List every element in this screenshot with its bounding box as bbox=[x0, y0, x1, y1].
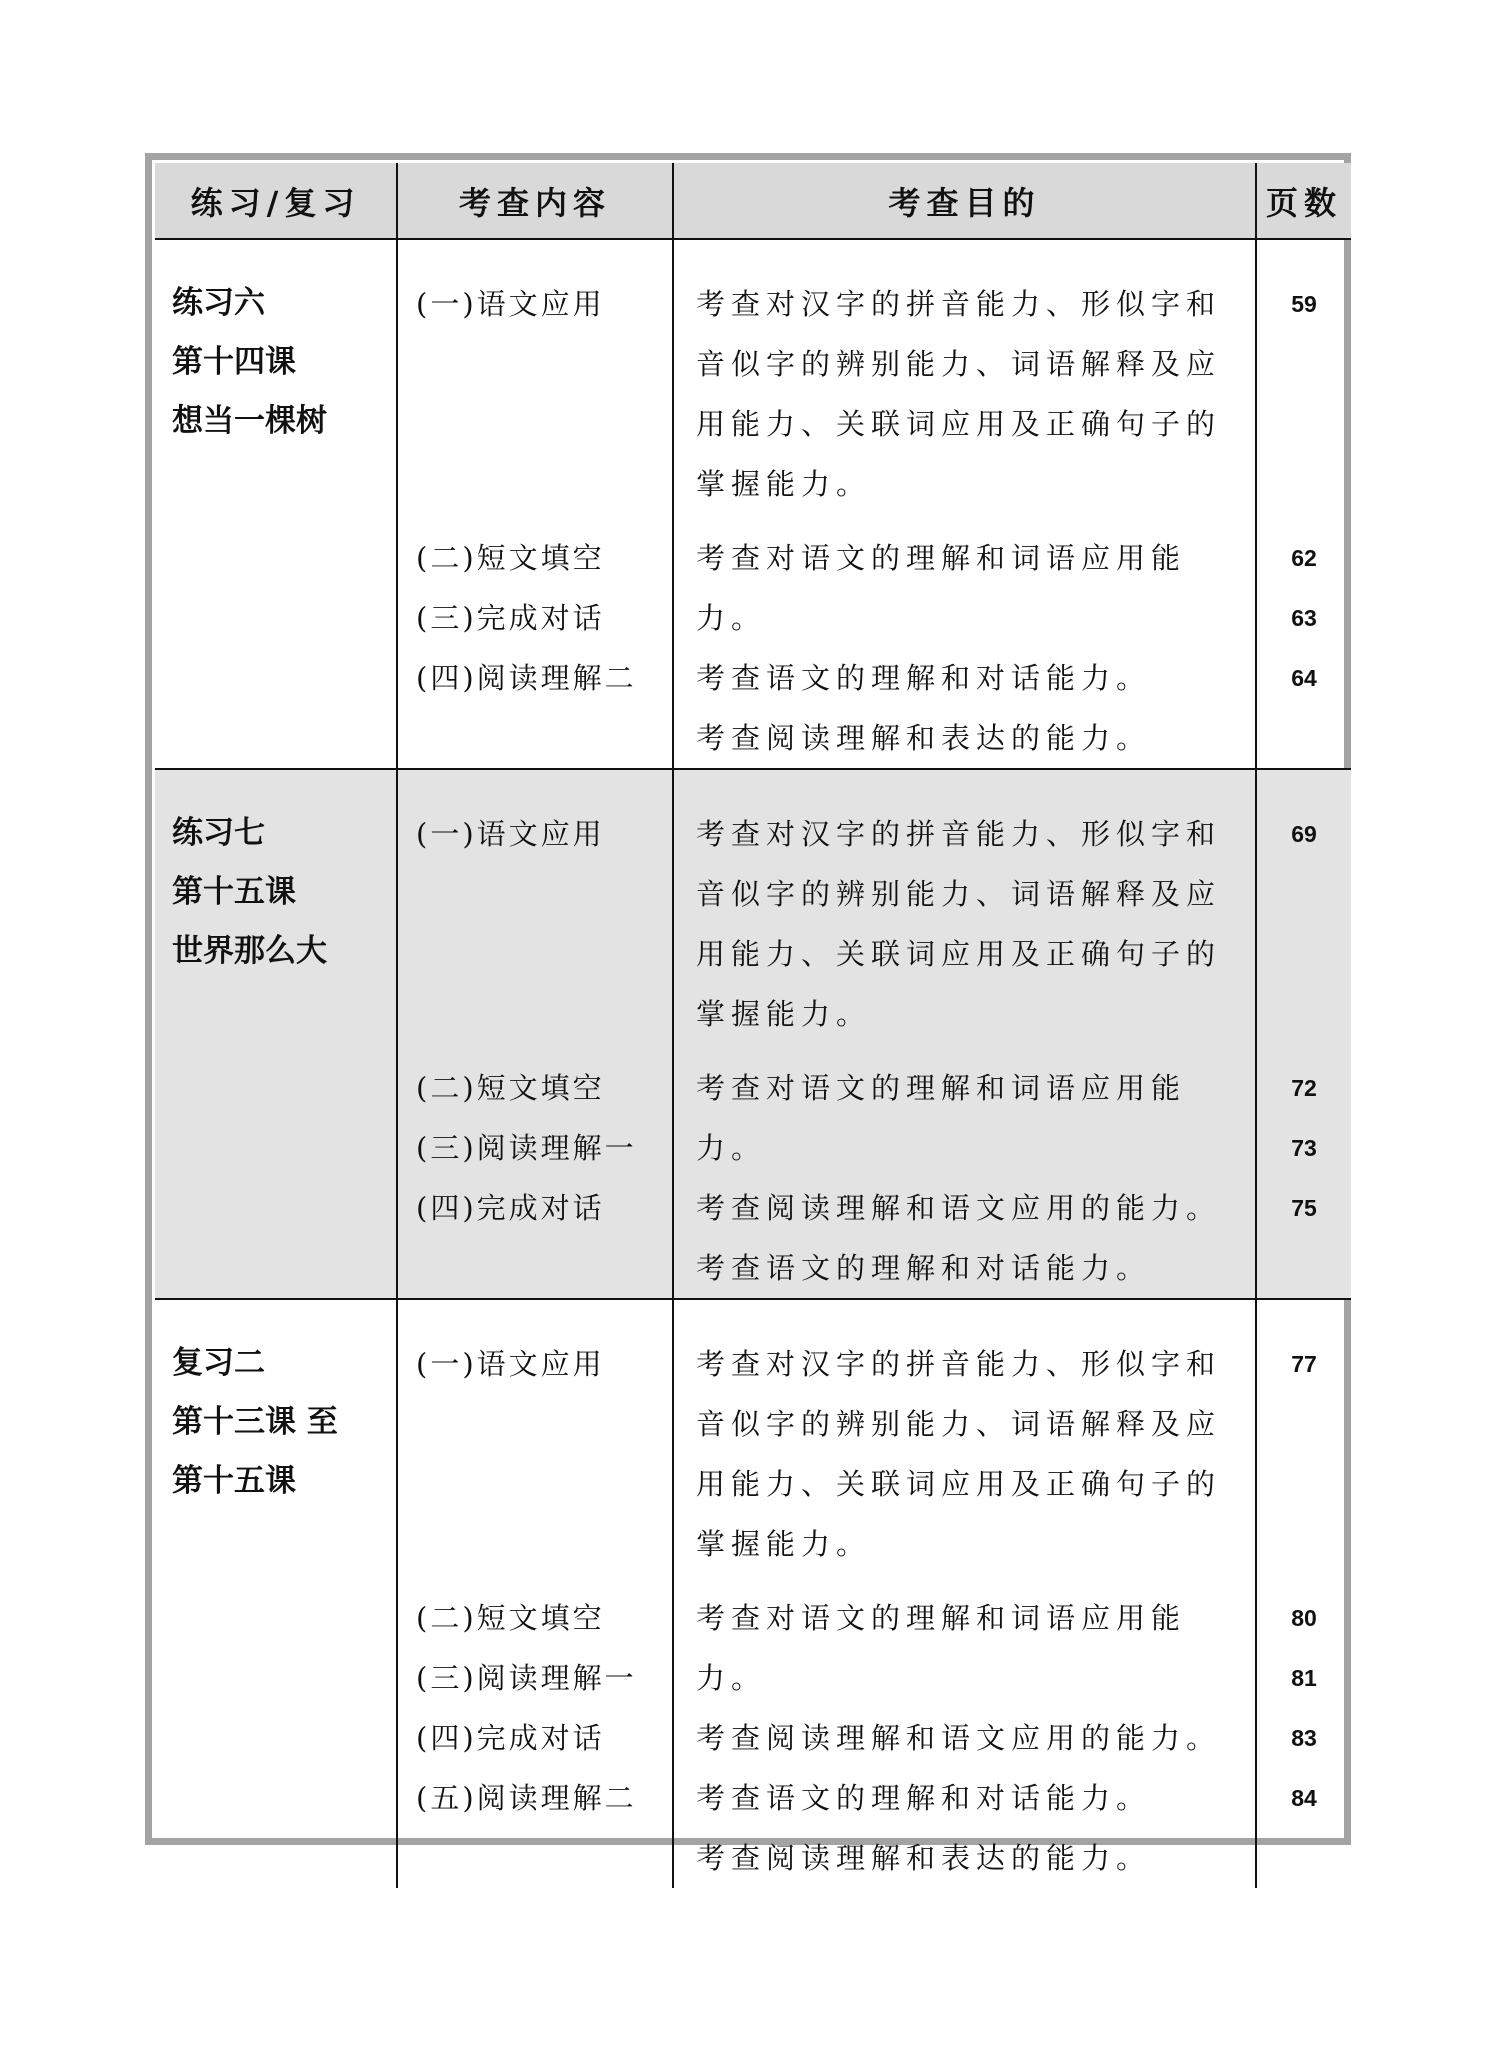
content-list bbox=[397, 239, 673, 769]
purpose-line: 用能力、关联词应用及正确句子的 bbox=[696, 1467, 1222, 1501]
section-title-line: 复习二 bbox=[172, 1345, 265, 1381]
purpose-line: 考查对汉字的拼音能力、形似字和 bbox=[696, 817, 1222, 851]
purpose-text: 考查语文的理解和对话能力。 bbox=[696, 661, 1152, 695]
page-number: 73 bbox=[1291, 1135, 1317, 1161]
purpose-line: 音似字的辨别能力、词语解释及应 bbox=[696, 877, 1222, 911]
purpose-text bbox=[674, 804, 1255, 1044]
section-title-line: 第十五课 bbox=[172, 874, 296, 910]
page-number: 72 bbox=[1291, 1075, 1317, 1101]
page-number: 59 bbox=[1291, 291, 1317, 317]
page-number: 69 bbox=[1291, 821, 1317, 847]
page-number: 62 bbox=[1291, 545, 1317, 571]
purpose-list bbox=[673, 239, 1256, 769]
purpose-line: 掌握能力。 bbox=[696, 467, 872, 501]
table-row bbox=[155, 769, 1351, 1299]
content-item: (二)短文填空 bbox=[416, 1071, 605, 1105]
content-item: (三)阅读理解一 bbox=[416, 1131, 637, 1165]
content-item: (五)阅读理解二 bbox=[416, 1781, 637, 1815]
purpose-text: 考查对语文的理解和词语应用能力。 bbox=[696, 541, 1187, 635]
purpose-text bbox=[674, 274, 1255, 514]
page-number: 81 bbox=[1291, 1665, 1317, 1691]
content-item: (一)语文应用 bbox=[416, 287, 605, 321]
purpose-line: 掌握能力。 bbox=[696, 997, 872, 1031]
header-exercise: 练习/复习 bbox=[155, 163, 397, 239]
page-number: 64 bbox=[1291, 665, 1317, 691]
content-list bbox=[397, 1299, 673, 1888]
purpose-line: 音似字的辨别能力、词语解释及应 bbox=[696, 347, 1222, 381]
content-item: (四)完成对话 bbox=[416, 1191, 605, 1225]
content-list bbox=[397, 769, 673, 1299]
content-item: (二)短文填空 bbox=[416, 541, 605, 575]
purpose-text: 考查阅读理解和语文应用的能力。 bbox=[696, 1721, 1222, 1755]
section-title-line: 想当一棵树 bbox=[172, 403, 327, 439]
section-title-line: 第十四课 bbox=[172, 344, 296, 380]
purpose-text: 考查阅读理解和表达的能力。 bbox=[696, 1841, 1152, 1875]
purpose-text bbox=[674, 1334, 1255, 1574]
page-list bbox=[1256, 769, 1351, 1299]
page-number: 84 bbox=[1291, 1785, 1317, 1811]
page-number: 63 bbox=[1291, 605, 1317, 631]
content-item: (四)阅读理解二 bbox=[416, 661, 637, 695]
content-item: (三)阅读理解一 bbox=[416, 1661, 637, 1695]
header-content: 考查内容 bbox=[397, 163, 673, 239]
purpose-line: 用能力、关联词应用及正确句子的 bbox=[696, 407, 1222, 441]
section-title-line: 第十五课 bbox=[172, 1463, 296, 1499]
purpose-line: 掌握能力。 bbox=[696, 1527, 872, 1561]
header-purpose: 考查目的 bbox=[673, 163, 1256, 239]
purpose-text: 考查阅读理解和语文应用的能力。 bbox=[696, 1191, 1222, 1225]
section-title bbox=[155, 769, 397, 1299]
header-pages: 页数 bbox=[1256, 163, 1351, 239]
content-item: (三)完成对话 bbox=[416, 601, 605, 635]
purpose-text: 考查语文的理解和对话能力。 bbox=[696, 1781, 1152, 1815]
purpose-list bbox=[673, 769, 1256, 1299]
table-row bbox=[155, 239, 1351, 769]
content-item: (一)语文应用 bbox=[416, 817, 605, 851]
page-number: 75 bbox=[1291, 1195, 1317, 1221]
syllabus-table bbox=[155, 163, 1351, 1888]
table-row bbox=[155, 1299, 1351, 1888]
page-number: 77 bbox=[1291, 1351, 1317, 1377]
section-title-line: 练习六 bbox=[172, 285, 265, 321]
section-title-line: 练习七 bbox=[172, 815, 265, 851]
purpose-line: 用能力、关联词应用及正确句子的 bbox=[696, 937, 1222, 971]
page-list bbox=[1256, 1299, 1351, 1888]
purpose-line: 考查对汉字的拼音能力、形似字和 bbox=[696, 287, 1222, 321]
content-item: (一)语文应用 bbox=[416, 1347, 605, 1381]
content-item: (二)短文填空 bbox=[416, 1601, 605, 1635]
purpose-list bbox=[673, 1299, 1256, 1888]
purpose-text: 考查阅读理解和表达的能力。 bbox=[696, 721, 1152, 755]
content-item: (四)完成对话 bbox=[416, 1721, 605, 1755]
page-number: 80 bbox=[1291, 1605, 1317, 1631]
purpose-text: 考查对语文的理解和词语应用能力。 bbox=[696, 1601, 1187, 1695]
purpose-text: 考查对语文的理解和词语应用能力。 bbox=[696, 1071, 1187, 1165]
section-title-line: 世界那么大 bbox=[172, 933, 327, 969]
header-row bbox=[155, 163, 1351, 239]
purpose-line: 音似字的辨别能力、词语解释及应 bbox=[696, 1407, 1222, 1441]
page-number: 83 bbox=[1291, 1725, 1317, 1751]
purpose-text: 考查语文的理解和对话能力。 bbox=[696, 1251, 1152, 1285]
section-title-line: 第十三课 至 bbox=[172, 1404, 338, 1440]
purpose-line: 考查对汉字的拼音能力、形似字和 bbox=[696, 1347, 1222, 1381]
section-title bbox=[155, 1299, 397, 1888]
page-list bbox=[1256, 239, 1351, 769]
section-title bbox=[155, 239, 397, 769]
